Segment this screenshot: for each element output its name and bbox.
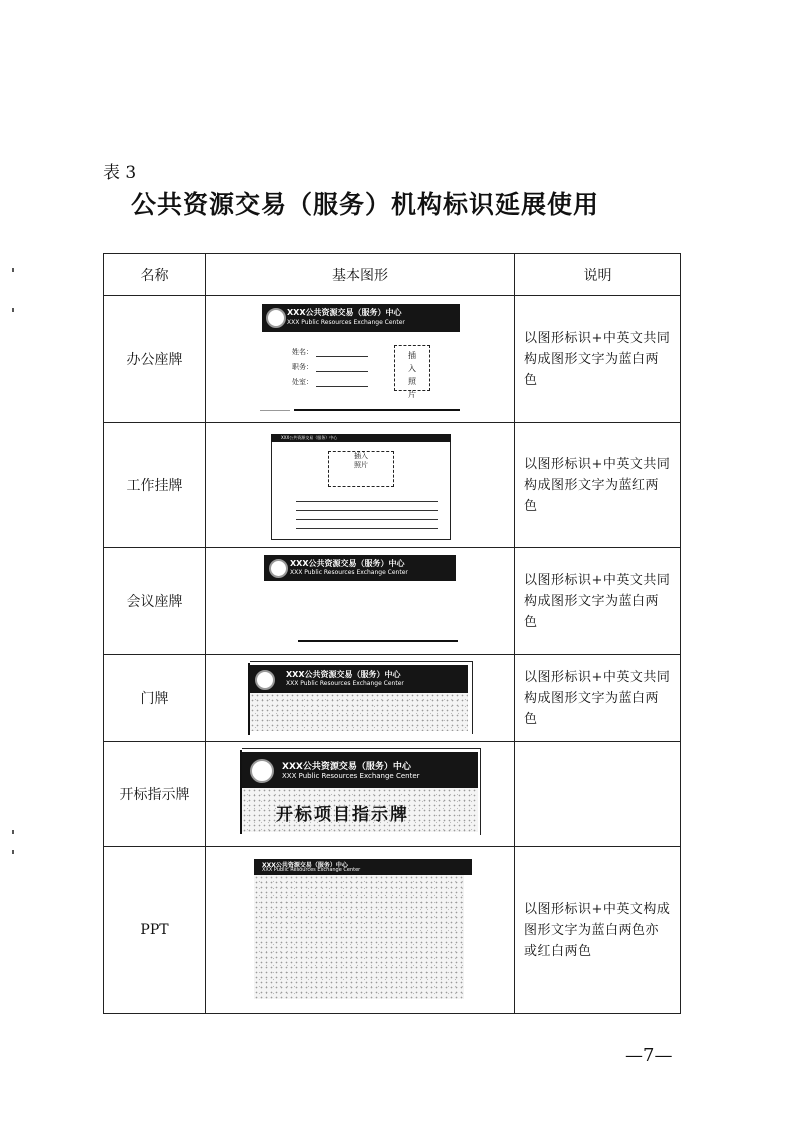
table-header-row — [104, 254, 681, 296]
margin-mark — [12, 268, 14, 272]
brand-cn: XXX公共资源交易（服务）中心 — [287, 308, 402, 317]
brand-cn: XXX公共资源交易（服务）中心 — [286, 670, 401, 679]
row-name: PPT — [104, 847, 206, 1014]
table-row — [104, 655, 681, 742]
brand-cn: XXX公共资源交易（服务）中心 — [290, 559, 405, 568]
header-desc: 说明 — [515, 254, 681, 296]
table-row — [104, 423, 681, 548]
door-plate-edge — [248, 663, 250, 735]
emblem-icon — [269, 559, 288, 578]
base-line — [294, 409, 460, 411]
table-row — [104, 742, 681, 847]
margin-mark — [12, 308, 14, 312]
row-name: 门牌 — [104, 655, 206, 742]
brand-en: XXX Public Resources Exchange Center — [287, 319, 405, 326]
brand-band — [271, 434, 451, 442]
row-figure — [206, 847, 515, 1014]
sign-text: 开标项目指示牌 — [276, 805, 409, 825]
field-line — [296, 501, 438, 502]
sign-edge — [240, 750, 242, 834]
row-desc: 以图形标识+中英文共同构成图形文字为蓝红两色 — [515, 423, 681, 548]
row-name: 工作挂牌 — [104, 423, 206, 548]
row-figure — [206, 296, 515, 423]
row-name: 开标指示牌 — [104, 742, 206, 847]
brand-cn: XXX公共资源交易（服务）中心 — [282, 762, 411, 772]
brand-band — [254, 859, 472, 875]
emblem-icon — [255, 670, 275, 690]
row-figure — [206, 548, 515, 655]
brand-en: XXX Public Resources Exchange Center — [262, 867, 361, 873]
base-line-faint — [260, 410, 290, 411]
field-line — [316, 356, 368, 357]
row-desc: 以图形标识+中英文共同构成图形文字为蓝白两色 — [515, 296, 681, 423]
table-row — [104, 548, 681, 655]
table-row — [104, 296, 681, 423]
row-name: 会议座牌 — [104, 548, 206, 655]
page-title: 公共资源交易（服务）机构标识延展使用 — [131, 190, 600, 219]
brand-cn: XXX公共资源交易（服务）中心 — [262, 862, 348, 869]
brand-cn: XXX公共资源交易（服务）中心 — [281, 435, 338, 440]
row-figure — [206, 742, 515, 847]
brand-en: XXX Public Resources Exchange Center — [286, 680, 404, 687]
field-label: 姓名： — [292, 348, 313, 356]
door-plate-body — [250, 693, 468, 731]
row-figure — [206, 423, 515, 548]
brand-en: XXX Public Resources Exchange Center — [282, 772, 420, 780]
margin-mark — [12, 830, 14, 834]
emblem-icon — [250, 759, 274, 783]
row-name: 办公座牌 — [104, 296, 206, 423]
table-row — [104, 847, 681, 1014]
field-line — [316, 386, 368, 387]
brand-en: XXX Public Resources Exchange Center — [290, 569, 408, 576]
row-desc: 以图形标识+中英文共同构成图形文字为蓝白两色 — [515, 655, 681, 742]
brand-band — [242, 752, 478, 788]
header-name: 名称 — [104, 254, 206, 296]
brand-band — [250, 665, 468, 693]
photo-label: 插入照片 — [408, 351, 416, 399]
row-desc — [515, 742, 681, 847]
field-line — [296, 519, 438, 520]
field-line — [316, 371, 368, 372]
row-figure — [206, 655, 515, 742]
brand-band — [264, 555, 456, 581]
photo-placeholder — [394, 345, 430, 399]
field-line — [296, 528, 438, 529]
slide-body — [254, 875, 464, 999]
brand-band — [262, 304, 460, 332]
field-label: 处室： — [292, 378, 313, 386]
row-desc: 以图形标识+中英文共同构成图形文字为蓝白两色 — [515, 548, 681, 655]
row-desc: 以图形标识+中英文构成图形文字为蓝白两色亦或红白两色 — [515, 847, 681, 1014]
margin-mark — [12, 850, 14, 854]
field-line — [296, 510, 438, 511]
photo-placeholder — [328, 451, 394, 487]
photo-label: 插入照片 — [354, 452, 368, 469]
header-figure: 基本图形 — [206, 254, 515, 296]
base-line — [298, 640, 458, 642]
logo-usage-table — [103, 253, 681, 1014]
badge-card — [271, 434, 451, 540]
emblem-icon — [266, 308, 286, 328]
table-label: 表 3 — [103, 163, 137, 183]
page-number: —7— — [625, 1045, 673, 1066]
field-label: 职务： — [292, 363, 313, 371]
